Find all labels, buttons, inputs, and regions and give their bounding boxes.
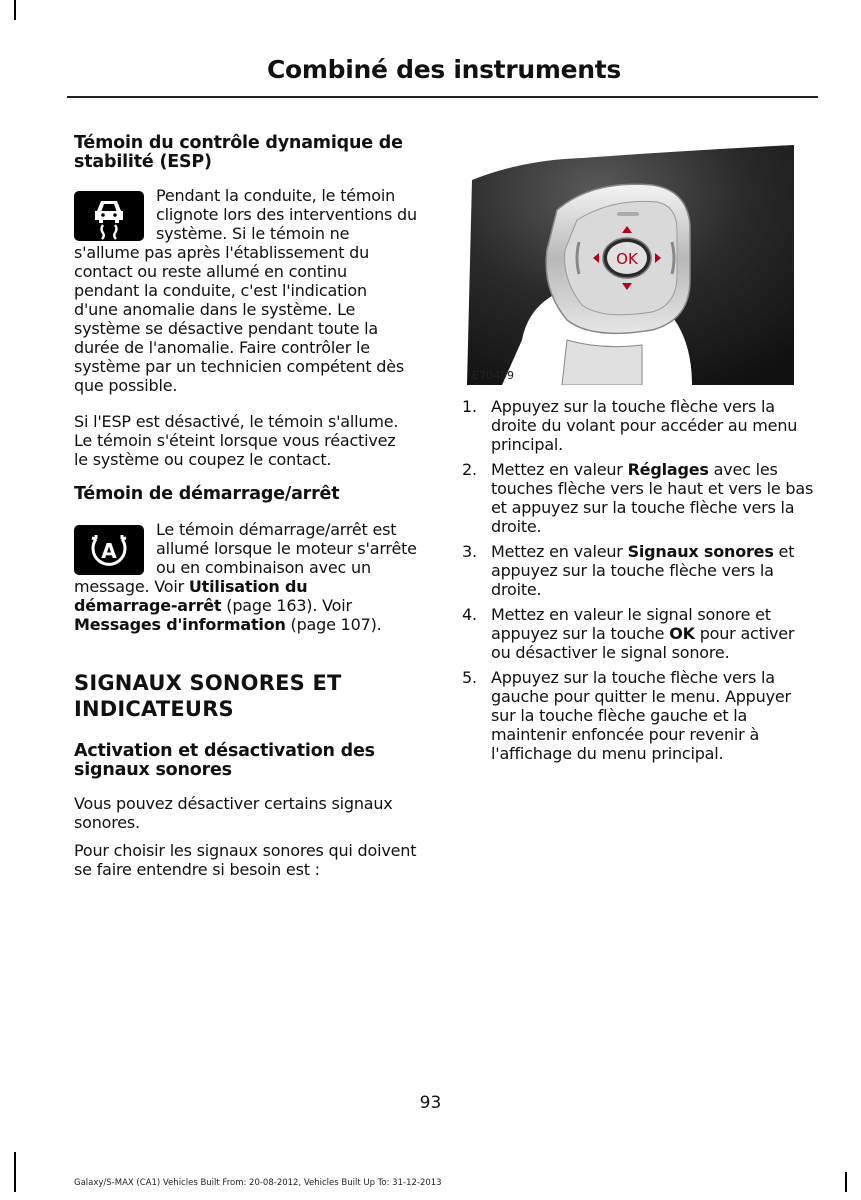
esp-heading: Témoin du contrôle dynamique de stabilité (ESP) [74, 133, 403, 172]
startstop-block [74, 520, 426, 634]
skid-car-icon [74, 191, 144, 241]
list-item: 4. Mettez en valeur le signal sonore et appuyez sur la touche OK pour activer ou désactiver le signal sonore. [462, 605, 795, 662]
page-number: 93 [419, 1093, 442, 1113]
esp-text: Pendant la conduite, le témoin clignote lors des interventions du système. Si le témoin ne s'allume pas après l'établissement du contact ou reste allumé en continu pendant la conduite, c'est l'indication d'une anomalie dans le système. Le système se désactive pendant toute la durée de l'anomalie. Faire contrôler le système par un technicien compétent dès que possible. [74, 186, 417, 395]
page-title: Combiné des instruments [267, 55, 621, 84]
left-column [74, 130, 426, 879]
startstop-heading: Témoin de démarrage/arrêt [74, 484, 340, 504]
section-heading: SIGNAUX SONORES ET INDICATEURS [74, 671, 342, 721]
list-item: 3. Mettez en valeur Signaux sonores et appuyez sur la touche flèche vers la droite. [462, 542, 795, 599]
list-item: 1. Appuyez sur la touche flèche vers la droite du volant pour accéder au menu principal. [462, 397, 798, 454]
svg-text:OK: OK [616, 250, 638, 268]
header-rule [67, 96, 818, 98]
crop-mark-top-left [14, 0, 16, 20]
footer-text: Galaxy/S-MAX (CA1) Vehicles Built From: 20-08-2012, Vehicles Built Up To: 31-12-2013 [74, 1178, 442, 1188]
startstop-text: Le témoin démarrage/arrêt est allumé lorsque le moteur s'arrête ou en combinaison avec un message. Voir Utilisation du démarrage-arrêt (page 163). Voir Messages d'information (page 107). [74, 520, 417, 634]
steering-wheel-figure [462, 140, 812, 385]
paragraph-1: Vous pouvez désactiver certains signaux sonores. [74, 794, 393, 832]
link-messages-information[interactable]: Messages d'information [74, 615, 286, 634]
steps-list [462, 397, 818, 763]
figure-label: E70499 [472, 369, 514, 382]
esp-block [74, 186, 426, 395]
link-utilisation-demarrage[interactable]: Utilisation du [188, 577, 308, 596]
auto-start-stop-icon [74, 525, 144, 575]
svg-text:A: A [101, 539, 117, 563]
sub-heading: Activation et désactivation des signaux sonores [74, 741, 375, 780]
esp-text-2: Si l'ESP est désactivé, le témoin s'allume. Le témoin s'éteint lorsque vous réactivez le système ou coupez le contact. [74, 412, 399, 469]
link-utilisation-demarrage-2[interactable]: démarrage-arrêt [74, 596, 222, 615]
list-item: 2. Mettez en valeur Réglages avec les touches flèche vers le haut et vers le bas et appuyez sur la touche flèche vers la droite. [462, 460, 814, 536]
paragraph-2: Pour choisir les signaux sonores qui doivent se faire entendre si besoin est : [74, 841, 417, 879]
crop-mark-bottom-left [14, 1152, 16, 1192]
right-column [462, 397, 818, 769]
list-item: 5. Appuyez sur la touche flèche vers la gauche pour quitter le menu. Appuyer sur la touche flèche gauche et la maintenir enfoncée pour revenir à l'affichage du menu principal. [462, 668, 791, 763]
crop-mark-bottom-right [845, 1172, 847, 1192]
